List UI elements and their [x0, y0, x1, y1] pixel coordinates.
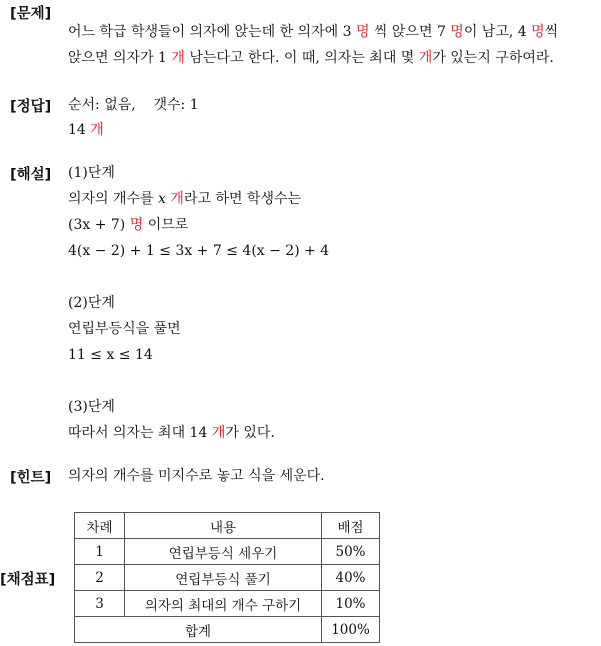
math-expression: (3x + 7): [68, 217, 130, 233]
solution-label: [해설]: [10, 167, 52, 183]
rubric-table: [74, 512, 380, 643]
unit-highlight: 명: [450, 24, 464, 40]
row-number: 1: [75, 539, 125, 565]
hint-text: 의자의 개수를 미지수로 놓고 식을 세운다.: [68, 468, 325, 484]
answer-number: 14: [68, 122, 91, 138]
solution-text: 가 있다.: [225, 425, 275, 441]
step2-result: 11 ≤ x ≤ 14: [68, 347, 153, 363]
problem-text: 가 있는지 구하여라.: [432, 50, 554, 66]
unit-highlight: 명: [129, 217, 144, 233]
step2-title: (2)단계: [68, 295, 115, 311]
row-content: 연립부등식 풀기: [125, 565, 322, 591]
problem-text: 앉으면 의자가: [68, 50, 159, 66]
number: 3: [342, 24, 356, 40]
table-total-row: [75, 617, 380, 643]
step2-line-1: 연립부등식을 풀면: [68, 321, 181, 337]
problem-label: [문제]: [10, 6, 52, 22]
table-row: [75, 565, 380, 591]
number: 4: [517, 24, 532, 40]
hint-label: [힌트]: [10, 470, 52, 486]
problem-text: 이 남고,: [463, 24, 518, 40]
total-label: 합계: [75, 617, 322, 643]
table-row: [75, 591, 380, 617]
step1-line-2: [68, 215, 188, 235]
problem-text: 씩 앉으면: [369, 24, 437, 40]
unit-highlight: 개: [170, 191, 184, 207]
step3-title: (3)단계: [68, 399, 115, 415]
row-content: 의자의 최대의 개수 구하기: [125, 591, 322, 617]
unit-highlight: 개: [171, 50, 185, 66]
answer-line-2: [68, 120, 104, 140]
table-row: [75, 539, 380, 565]
total-score: 100%: [322, 617, 380, 643]
solution-text: 라고 하면 학생수는: [183, 191, 302, 207]
solution-text: 이므로: [143, 217, 189, 233]
answer-line-1: 순서: 없음, 갯수: 1: [68, 97, 199, 113]
number: 1: [158, 50, 172, 66]
number: 7: [436, 24, 451, 40]
row-score: 50%: [322, 539, 380, 565]
row-number: 2: [75, 565, 125, 591]
row-content: 연립부등식 세우기: [125, 539, 322, 565]
unit-highlight: 개: [418, 50, 433, 66]
step1-title: (1)단계: [68, 165, 115, 181]
row-score: 40%: [322, 565, 380, 591]
unit-highlight: 명: [531, 24, 545, 40]
problem-text: 어느 학급 학생들이 의자에 앉는데 한 의자에: [68, 24, 343, 40]
answer-label: [정답]: [10, 99, 52, 115]
header-cell-order: 차례: [75, 513, 125, 539]
row-score: 10%: [322, 591, 380, 617]
table-header-row: [75, 513, 380, 539]
problem-text: 남는다고 한다. 이 때, 의자는 최대 몇: [184, 50, 419, 66]
row-number: 3: [75, 591, 125, 617]
header-cell-score: 배점: [322, 513, 380, 539]
solution-text: 따라서 의자는 최대 14: [68, 425, 212, 441]
solution-text: 의자의 개수를: [68, 191, 159, 207]
rubric-label: [채점표]: [0, 572, 56, 588]
problem-text: 씩: [544, 24, 559, 40]
unit-highlight: 명: [355, 24, 370, 40]
step1-inequality: 4(x − 2) + 1 ≤ 3x + 7 ≤ 4(x − 2) + 4: [68, 243, 330, 259]
step1-line-1: [68, 189, 301, 209]
problem-line-1: [68, 22, 558, 42]
header-cell-content: 내용: [125, 513, 322, 539]
problem-line-2: [68, 48, 554, 68]
unit-highlight: 개: [90, 122, 104, 138]
unit-highlight: 개: [211, 425, 226, 441]
step3-line-1: [68, 423, 275, 443]
variable-x: x: [158, 191, 166, 207]
